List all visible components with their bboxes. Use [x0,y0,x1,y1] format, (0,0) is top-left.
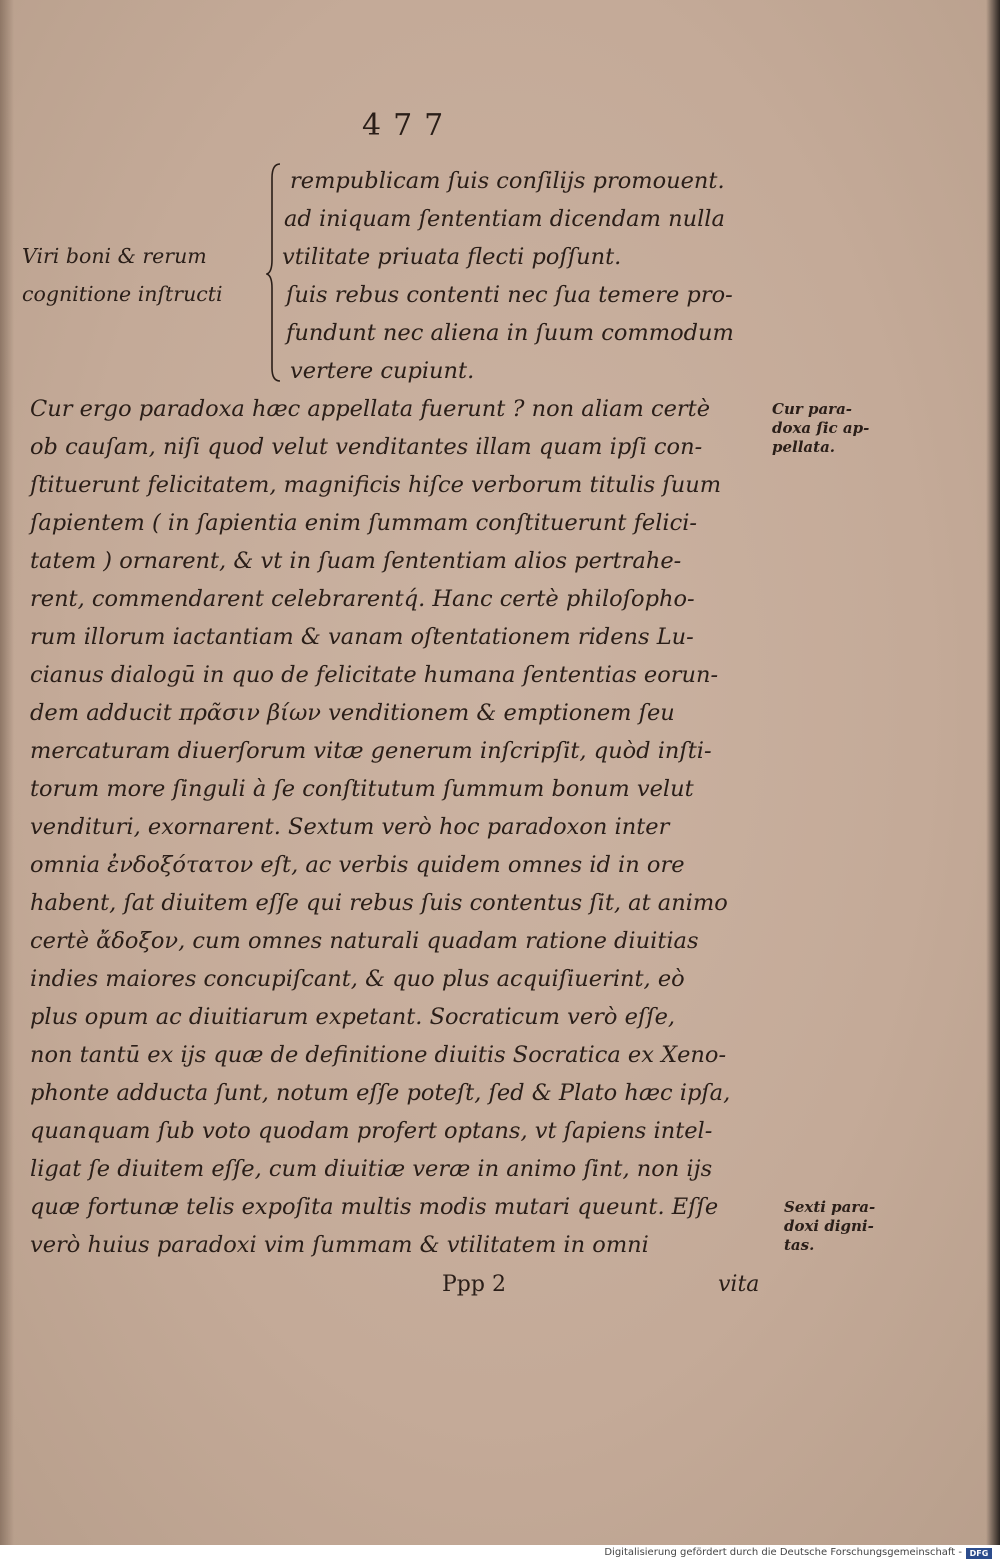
bracket-line: rempublicam ſuis conſilijs promouent. [290,168,725,194]
body-line: rum illorum iactantiam & vanam oſtentationem ridens Lu- [30,624,694,650]
bracket-line: vtilitate priuata flecti poſſunt. [282,244,622,270]
margin-note: Sexti para- doxi digni- tas. [784,1198,876,1254]
margin-note: Cur para- doxa ſic ap- pellata. [772,400,870,456]
body-line: ligat ſe diuitem eſſe, cum diuitiæ veræ in animo ſint, non ijs [30,1156,713,1182]
page-gutter-shadow [0,0,14,1545]
dfg-logo: DFG [966,1548,992,1559]
body-line: cianus dialogū in quo de felicitate humana ſententias eorun- [30,662,719,688]
body-line: ſapientem ( in ſapientia enim ſummam conſtituerunt felici- [30,510,698,536]
body-line: tatem ) ornarent, & vt in ſuam ſententiam alios pertrahe- [30,548,682,574]
body-line: mercaturam diuerſorum vitæ generum inſcripſit, quòd inſti- [30,738,712,764]
body-line: certè ἄδοξον, cum omnes naturali quadam ratione diuitias [30,928,699,954]
credit-text: Digitalisierung gefördert durch die Deutsche Forschungsgemeinschaft - [604,1547,962,1558]
body-line: quæ fortunæ telis expoſita multis modis mutari queunt. Eſſe [30,1194,719,1220]
bracket-label: cognitione inſtructi [22,282,223,306]
body-line: plus opum ac diuitiarum expetant. Socraticum verò eſſe, [30,1004,676,1030]
body-line: vendituri, exornarent. Sextum verò hoc paradoxon inter [30,814,670,840]
body-line: indies maiores concupiſcant, & quo plus acquiſiuerint, eò [30,966,685,992]
bracket-line: fundunt nec aliena in ſuum commodum [286,320,734,346]
bracket-line: ſuis rebus contenti nec ſua temere pro- [286,282,733,308]
body-line: Cur ergo paradoxa hæc appellata fuerunt ? non aliam certè [30,396,711,422]
bracket-line: ad iniquam ſententiam dicendam nulla [284,206,725,232]
body-line: non tantū ex ijs quæ de definitione diuitis Socratica ex Xeno- [30,1042,727,1068]
body-line: ſtituerunt felicitatem, magnificis hiſce verborum titulis ſuum [30,472,722,498]
curly-brace-icon [266,160,286,385]
body-line: omnia ἐνδοξότατον eſt, ac verbis quidem omnes id in ore [30,852,685,878]
catchword: vita [718,1272,760,1297]
body-line: ob cauſam, niſi quod velut venditantes illam quam ipſi con- [30,434,703,460]
bracket-label: Viri boni & rerum [22,244,207,268]
body-line: rent, commendarent celebrarentq́. Hanc certè philoſopho- [30,586,695,612]
page-number: 477 [362,108,456,143]
bracket-line: vertere cupiunt. [290,358,475,384]
page-edge-shadow [986,0,1000,1545]
body-line: habent, ſat diuitem eſſe qui rebus ſuis contentus ſit, at animo [30,890,728,916]
body-line: dem adducit πρᾶσιν βίων venditionem & emptionem ſeu [30,700,675,726]
body-line: torum more ſinguli à ſe conſtitutum ſummum bonum velut [30,776,694,802]
body-line: phonte adducta ſunt, notum eſſe poteſt, ſed & Plato hæc ipſa, [30,1080,731,1106]
body-line: verò huius paradoxi vim ſummam & vtilitatem in omni [30,1232,649,1258]
body-line: quanquam ſub voto quodam profert optans, vt ſapiens intel- [30,1118,713,1144]
credit-bar [0,1545,1000,1562]
signature-mark: Ppp 2 [442,1272,506,1297]
